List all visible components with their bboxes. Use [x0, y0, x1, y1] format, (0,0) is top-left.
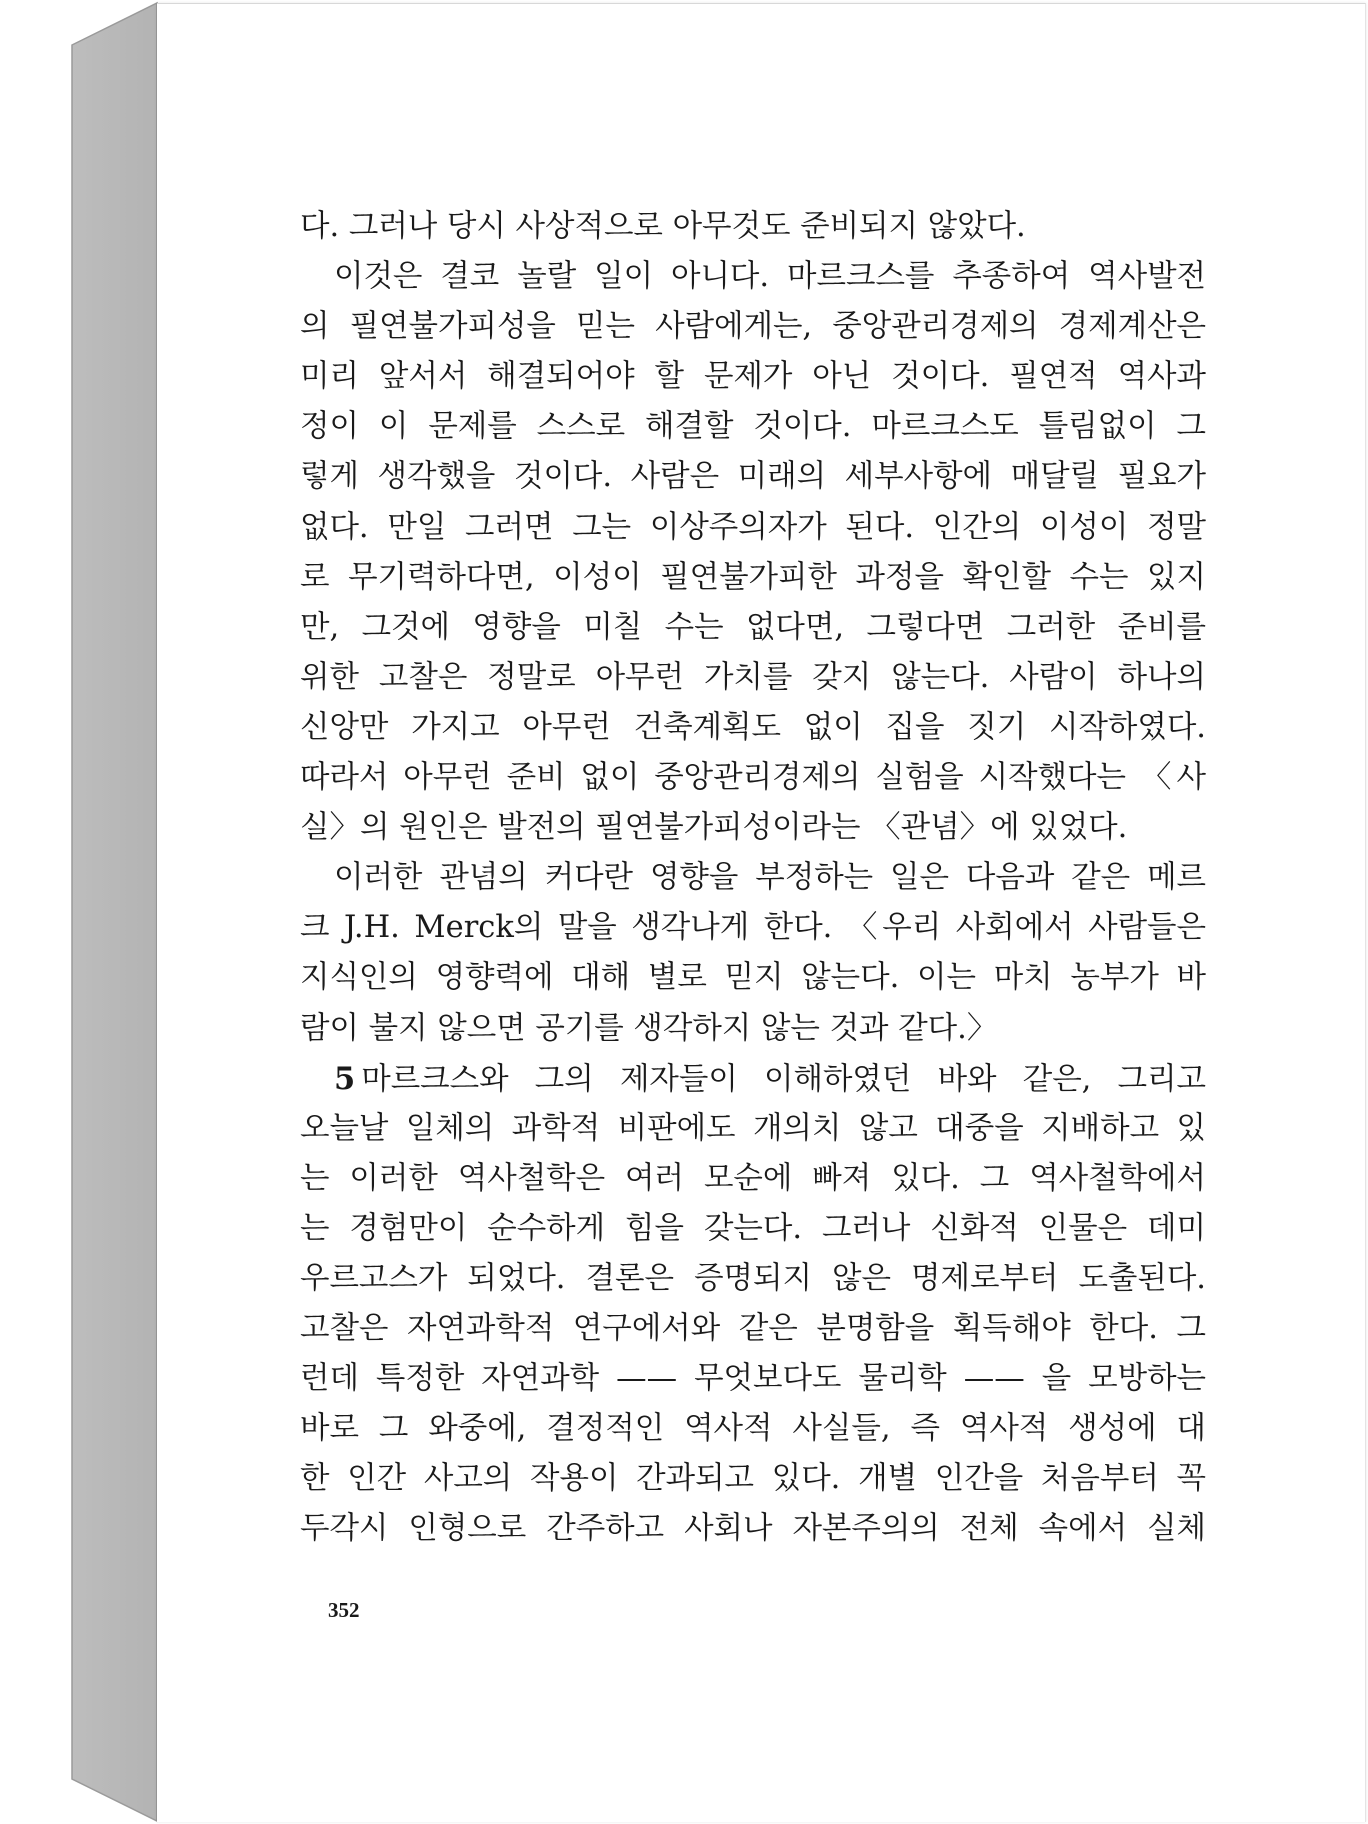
section-line [300, 1054, 1206, 1104]
text-line: 다. 그러나 당시 사상적으로 아무것도 준비되지 않았다. [300, 209, 1026, 244]
text-line: 정이 이 문제를 스스로 해결할 것이다. 마르크스도 틀림없이 그 [300, 409, 1206, 445]
section-number: 5 [334, 1060, 356, 1097]
text-line: 만, 그것에 영향을 미칠 수는 없다면, 그렇다면 그러한 준비를 [300, 609, 1206, 645]
text-line: 로 무기력하다면, 이성이 필연불가피한 과정을 확인할 수는 있지 [300, 559, 1206, 595]
text-line: 바로 그 와중에, 결정적인 역사적 사실들, 즉 역사적 생성에 대 [300, 1411, 1206, 1447]
text-line: 의 필연불가피성을 믿는 사람에게는, 중앙관리경제의 경제계산은 [300, 309, 1206, 345]
text-line: 크 J.H. Merck의 말을 생각나게 한다. 〈우리 사회에서 사람들은 [300, 910, 1206, 946]
text-line: 렇게 생각했을 것이다. 사람은 미래의 세부사항에 매달릴 필요가 [300, 459, 1206, 495]
body-text [300, 202, 1206, 1555]
text-line: 우르고스가 되었다. 결론은 증명되지 않은 명제로부터 도출된다. [300, 1260, 1206, 1296]
text-line: 두각시 인형으로 간주하고 사회나 자본주의의 전체 속에서 실체 [300, 1511, 1206, 1547]
text-line: 실〉의 원인은 발전의 필연불가피성이라는 〈관념〉에 있었다. [300, 810, 1128, 846]
text-line: 없다. 만일 그러면 그는 이상주의자가 된다. 인간의 이성이 정말 [300, 509, 1206, 545]
text-line: 는 이러한 역사철학은 여러 모순에 빠져 있다. 그 역사철학에서 [300, 1160, 1206, 1196]
text-line: 는 경험만이 순수하게 힘을 갖는다. 그러나 신화적 인물은 데미 [300, 1210, 1206, 1246]
text-line: 지식인의 영향력에 대해 별로 믿지 않는다. 이는 마치 농부가 바 [300, 960, 1206, 996]
text-line: 런데 특정한 자연과학 —— 무엇보다도 물리학 —— 을 모방하는 [300, 1361, 1206, 1397]
text-line: 마르크스와 그의 제자들이 이해하였던 바와 같은, 그리고 [361, 1061, 1206, 1097]
text-line: 이것은 결코 놀랄 일이 아니다. 마르크스를 추종하여 역사발전 [334, 259, 1206, 295]
text-line: 미리 앞서서 해결되어야 할 문제가 아닌 것이다. 필연적 역사과 [300, 359, 1206, 395]
text-line: 이러한 관념의 커다란 영향을 부정하는 일은 다음과 같은 메르 [334, 860, 1206, 896]
text-line: 고찰은 자연과학적 연구에서와 같은 분명함을 획득해야 한다. 그 [300, 1311, 1206, 1347]
text-line: 오늘날 일체의 과학적 비판에도 개의치 않고 대중을 지배하고 있 [300, 1110, 1206, 1146]
book-spine [0, 0, 170, 1824]
text-line: 따라서 아무런 준비 없이 중앙관리경제의 실험을 시작했다는 〈사 [300, 760, 1206, 796]
page-number: 352 [328, 1598, 360, 1622]
text-line: 람이 불지 않으면 공기를 생각하지 않는 것과 같다.〉 [300, 1010, 998, 1046]
text-line: 한 인간 사고의 작용이 간과되고 있다. 개별 인간을 처음부터 꼭 [300, 1461, 1206, 1497]
text-line: 신앙만 가지고 아무런 건축계획도 없이 집을 짓기 시작하였다. [300, 709, 1206, 745]
text-line: 위한 고찰은 정말로 아무런 가치를 갖지 않는다. 사람이 하나의 [300, 659, 1206, 695]
